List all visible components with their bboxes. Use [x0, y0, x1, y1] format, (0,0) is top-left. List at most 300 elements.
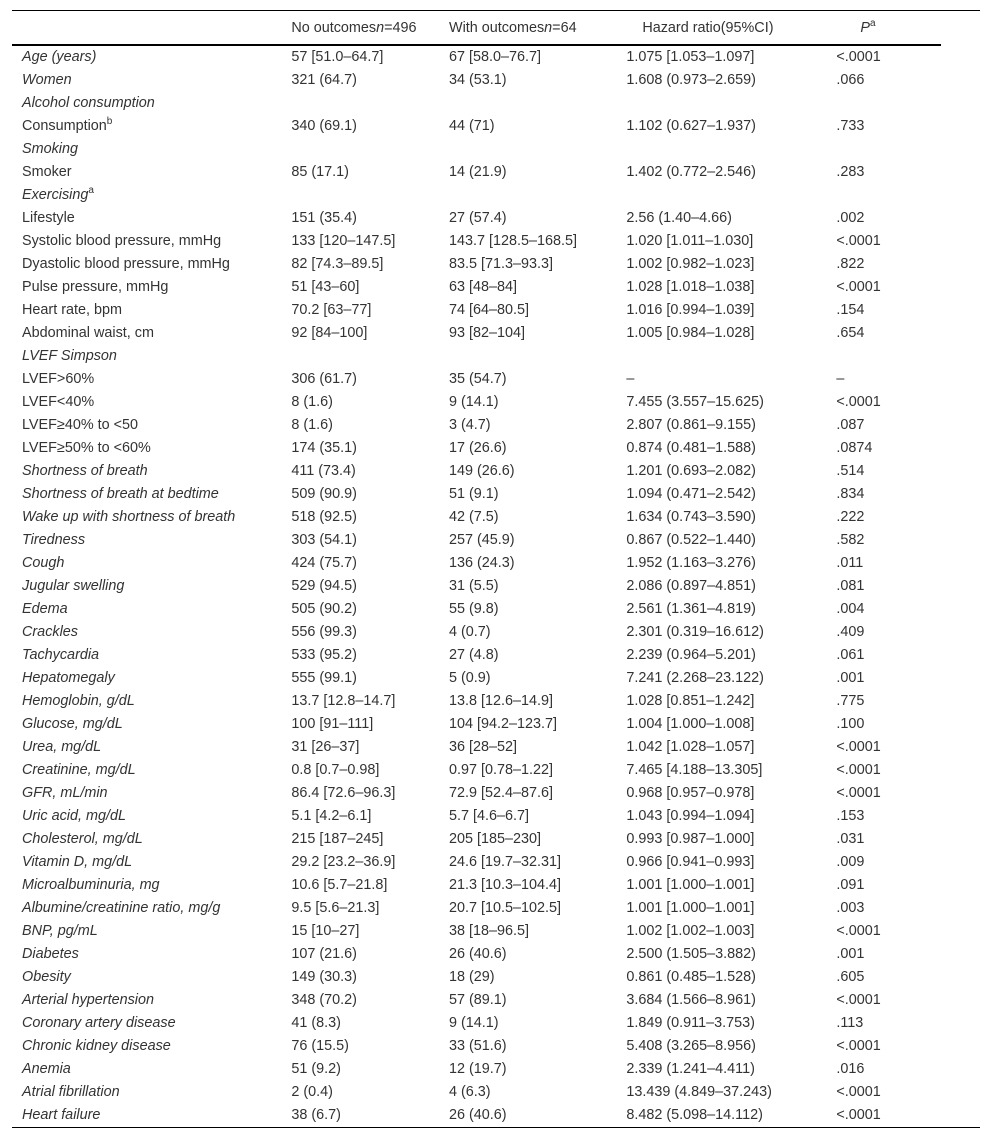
- row-label: Microalbuminuria, mg: [22, 877, 160, 893]
- hazard-ratio-value: 1.402 (0.772–2.546): [626, 164, 756, 180]
- table-row: [12, 115, 980, 138]
- hazard-ratio-value: 0.874 (0.481–1.588): [626, 440, 756, 456]
- with-outcomes-value: [449, 138, 626, 161]
- row-label: Shortness of breath: [22, 463, 148, 479]
- table-row: [12, 966, 980, 989]
- row-spacer: [941, 759, 980, 782]
- row-spacer: [941, 322, 980, 345]
- hazard-ratio-value: 1.002 [0.982–1.023]: [626, 256, 755, 272]
- row-label: Cholesterol, mg/dL: [22, 831, 143, 847]
- table-row: [12, 805, 980, 828]
- row-spacer: [941, 989, 980, 1012]
- p-value: .061: [836, 647, 865, 663]
- with-outcomes-value: 136 (24.3): [448, 555, 515, 571]
- row-spacer: [941, 414, 980, 437]
- p-value: .066: [836, 72, 865, 88]
- no-outcomes-value: 215 [187–245]: [291, 831, 384, 847]
- p-value: <.0001: [836, 739, 881, 755]
- row-label-cell: [12, 207, 291, 230]
- with-outcomes-value: 3 (4.7): [448, 417, 491, 433]
- row-label: Women: [22, 72, 72, 88]
- no-outcomes-value: 76 (15.5): [291, 1038, 349, 1054]
- p-value: [836, 138, 941, 161]
- p-value: –: [836, 371, 845, 387]
- with-outcomes-value: 5 (0.9): [448, 670, 491, 686]
- table-row: [12, 414, 980, 437]
- row-label-cell: [12, 1035, 291, 1058]
- row-label: Atrial fibrillation: [22, 1084, 120, 1100]
- row-label: Edema: [22, 601, 68, 617]
- row-label-cell: [12, 897, 291, 920]
- header-variable: [12, 11, 291, 46]
- table-row: [12, 713, 980, 736]
- table-row: [12, 483, 980, 506]
- header-p-sup: a: [869, 17, 876, 29]
- table-row: [12, 644, 980, 667]
- row-spacer: [941, 253, 980, 276]
- row-label-cell: [12, 368, 291, 391]
- row-label-cell: [12, 184, 291, 207]
- p-value: .081: [836, 578, 865, 594]
- row-label: Arterial hypertension: [22, 992, 154, 1008]
- table-row: [12, 575, 980, 598]
- row-label: Consumption: [22, 118, 107, 134]
- row-label-cell: [12, 161, 291, 184]
- hazard-ratio-value: 0.968 [0.957–0.978]: [626, 785, 755, 801]
- table-row: [12, 1104, 980, 1128]
- row-label-cell: [12, 45, 291, 69]
- p-value: .605: [836, 969, 865, 985]
- row-label: Wake up with shortness of breath: [22, 509, 236, 525]
- row-spacer: [941, 184, 980, 207]
- row-spacer: [941, 391, 980, 414]
- p-value: .154: [836, 302, 865, 318]
- row-spacer: [941, 644, 980, 667]
- row-label-cell: [12, 276, 291, 299]
- row-label: Pulse pressure, mmHg: [22, 279, 169, 295]
- header-hazard-ratio: Hazard ratio(95%CI): [626, 11, 836, 46]
- table-row: [12, 1058, 980, 1081]
- row-spacer: [941, 690, 980, 713]
- row-label-cell: [12, 253, 291, 276]
- header-spacer: [941, 11, 980, 46]
- table-row: [12, 92, 980, 115]
- header-with-outcomes-n: n: [544, 19, 553, 36]
- p-value: <.0001: [836, 279, 881, 295]
- row-spacer: [941, 667, 980, 690]
- row-label: Creatinine, mg/dL: [22, 762, 136, 778]
- table-row: [12, 552, 980, 575]
- hazard-ratio-value: 1.634 (0.743–3.590): [626, 509, 756, 525]
- no-outcomes-value: 424 (75.7): [291, 555, 357, 571]
- no-outcomes-value: 505 (90.2): [291, 601, 357, 617]
- no-outcomes-value: 340 (69.1): [291, 118, 357, 134]
- p-value: .031: [836, 831, 865, 847]
- no-outcomes-value: 529 (94.5): [291, 578, 357, 594]
- row-label-cell: [12, 736, 291, 759]
- with-outcomes-value: 36 [28–52]: [448, 739, 518, 755]
- table-row: [12, 460, 980, 483]
- with-outcomes-value: 74 [64–80.5]: [448, 302, 530, 318]
- hazard-ratio-value: 2.807 (0.861–9.155): [626, 417, 756, 433]
- hazard-ratio-value: [626, 345, 836, 368]
- row-label: Diabetes: [22, 946, 79, 962]
- hazard-ratio-value: 1.043 [0.994–1.094]: [626, 808, 755, 824]
- no-outcomes-value: 86.4 [72.6–96.3]: [291, 785, 396, 801]
- table-row: [12, 529, 980, 552]
- no-outcomes-value: 31 [26–37]: [291, 739, 360, 755]
- row-label-cell: [12, 1058, 291, 1081]
- no-outcomes-value: 51 [43–60]: [291, 279, 360, 295]
- table-row: [12, 736, 980, 759]
- row-label: LVEF>60%: [22, 371, 95, 387]
- row-label-cell: [12, 1081, 291, 1104]
- p-value: .113: [836, 1015, 864, 1031]
- row-label: Hemoglobin, g/dL: [22, 693, 135, 709]
- hazard-ratio-value: 1.020 [1.011–1.030]: [626, 233, 754, 249]
- table-row: [12, 667, 980, 690]
- row-spacer: [941, 276, 980, 299]
- row-label-cell: [12, 414, 291, 437]
- hazard-ratio-value: 2.561 (1.361–4.819): [626, 601, 756, 617]
- no-outcomes-value: 9.5 [5.6–21.3]: [291, 900, 380, 916]
- row-spacer: [941, 851, 980, 874]
- row-spacer: [941, 897, 980, 920]
- row-label-cell: [12, 851, 291, 874]
- p-value: <.0001: [836, 762, 881, 778]
- with-outcomes-value: 27 (57.4): [448, 210, 507, 226]
- row-label-cell: [12, 115, 291, 138]
- row-spacer: [941, 529, 980, 552]
- row-spacer: [941, 920, 980, 943]
- row-spacer: [941, 299, 980, 322]
- table-row: [12, 69, 980, 92]
- table-row: [12, 437, 980, 460]
- with-outcomes-value: 57 (89.1): [448, 992, 507, 1008]
- p-value: .087: [836, 417, 865, 433]
- p-value: .001: [836, 946, 865, 962]
- row-label: Cough: [22, 555, 65, 571]
- row-label-cell: [12, 920, 291, 943]
- row-label: GFR, mL/min: [22, 785, 108, 801]
- with-outcomes-value: 14 (21.9): [448, 164, 507, 180]
- header-no-outcomes-text: No outcomes: [291, 19, 377, 36]
- p-value: .822: [836, 256, 865, 272]
- header-p-value: [836, 11, 941, 46]
- with-outcomes-value: 31 (5.5): [448, 578, 499, 594]
- with-outcomes-value: 26 (40.6): [449, 1104, 626, 1128]
- table-row: [12, 943, 980, 966]
- hazard-ratio-value: 1.028 [0.851–1.242]: [626, 693, 755, 709]
- row-label: Dyastolic blood pressure, mmHg: [22, 256, 230, 272]
- row-label-cell: [12, 345, 291, 368]
- hazard-ratio-value: 2.500 (1.505–3.882): [626, 946, 756, 962]
- header-with-outcomes: [449, 11, 626, 46]
- row-label: Alcohol consumption: [22, 95, 155, 111]
- p-value: [836, 184, 941, 207]
- no-outcomes-value: 10.6 [5.7–21.8]: [291, 877, 388, 893]
- no-outcomes-value: 2 (0.4): [291, 1084, 333, 1100]
- p-value: .002: [836, 210, 865, 226]
- row-label: Age (years): [22, 49, 97, 65]
- with-outcomes-value: 35 (54.7): [448, 371, 507, 387]
- table-row: [12, 598, 980, 621]
- with-outcomes-value: 26 (40.6): [448, 946, 507, 962]
- row-label: LVEF Simpson: [22, 348, 117, 364]
- row-label-cell: [12, 92, 291, 115]
- row-spacer: [941, 45, 980, 69]
- table-row: [12, 1035, 980, 1058]
- table-row: [12, 851, 980, 874]
- row-label: Tachycardia: [22, 647, 100, 663]
- with-outcomes-value: 55 (9.8): [448, 601, 499, 617]
- row-spacer: [941, 437, 980, 460]
- row-label-cell: [12, 299, 291, 322]
- row-spacer: [941, 460, 980, 483]
- with-outcomes-value: 34 (53.1): [448, 72, 507, 88]
- row-label: Smoking: [22, 141, 78, 157]
- row-spacer: [941, 69, 980, 92]
- row-label: Jugular swelling: [22, 578, 125, 594]
- row-label: Lifestyle: [22, 210, 75, 226]
- p-value: .100: [836, 716, 865, 732]
- no-outcomes-value: 133 [120–147.5]: [291, 233, 396, 249]
- row-spacer: [941, 345, 980, 368]
- row-label: Anemia: [22, 1061, 71, 1077]
- with-outcomes-value: 143.7 [128.5–168.5]: [448, 233, 578, 249]
- no-outcomes-value: 92 [84–100]: [291, 325, 368, 341]
- hazard-ratio-value: [626, 92, 836, 115]
- row-label: Tiredness: [22, 532, 86, 548]
- row-spacer: [941, 943, 980, 966]
- table-row: [12, 322, 980, 345]
- row-label-cell: [12, 483, 291, 506]
- row-label: LVEF≥50% to <60%: [22, 440, 151, 456]
- hazard-ratio-value: 1.849 (0.911–3.753): [626, 1015, 755, 1031]
- with-outcomes-value: 0.97 [0.78–1.22]: [448, 762, 554, 778]
- with-outcomes-value: 67 [58.0–76.7]: [448, 49, 542, 65]
- p-value: .016: [836, 1061, 865, 1077]
- row-spacer: [941, 230, 980, 253]
- p-value: .582: [836, 532, 865, 548]
- table-row: [12, 184, 980, 207]
- table-row: [12, 690, 980, 713]
- no-outcomes-value: 303 (54.1): [291, 532, 357, 548]
- hazard-ratio-value: 1.004 [1.000–1.008]: [626, 716, 755, 732]
- p-value: <.0001: [836, 992, 881, 1008]
- table-row: [12, 621, 980, 644]
- hazard-ratio-value: 7.455 (3.557–15.625): [626, 394, 764, 410]
- no-outcomes-value: [291, 92, 449, 115]
- row-label: Abdominal waist, cm: [22, 325, 154, 341]
- no-outcomes-value: [291, 138, 449, 161]
- row-spacer: [941, 552, 980, 575]
- no-outcomes-value: 57 [51.0–64.7]: [291, 49, 384, 65]
- no-outcomes-value: [291, 184, 449, 207]
- p-value: <.0001: [836, 785, 881, 801]
- row-label: Glucose, mg/dL: [22, 716, 123, 732]
- table-row: [12, 897, 980, 920]
- row-spacer: [941, 828, 980, 851]
- p-value: <.0001: [836, 923, 881, 939]
- row-spacer: [941, 805, 980, 828]
- with-outcomes-value: 38 [18–96.5]: [448, 923, 530, 939]
- row-spacer: [941, 598, 980, 621]
- row-label: Obesity: [22, 969, 71, 985]
- row-label: Hepatomegaly: [22, 670, 115, 686]
- table-row: [12, 1012, 980, 1035]
- row-label: Smoker: [22, 164, 72, 180]
- table-row: [12, 989, 980, 1012]
- with-outcomes-value: 13.8 [12.6–14.9]: [448, 693, 554, 709]
- p-value: .003: [836, 900, 865, 916]
- hazard-ratio-value: [626, 138, 836, 161]
- row-label: Uric acid, mg/dL: [22, 808, 126, 824]
- no-outcomes-value: 411 (73.4): [291, 463, 356, 479]
- row-label-cell: [12, 1104, 291, 1128]
- row-label-cell: [12, 713, 291, 736]
- p-value: .733: [836, 118, 865, 134]
- row-label-cell: [12, 230, 291, 253]
- row-label-cell: [12, 943, 291, 966]
- row-spacer: [941, 115, 980, 138]
- hazard-ratio-value: 1.102 (0.627–1.937): [626, 118, 756, 134]
- row-label: Coronary artery disease: [22, 1015, 176, 1031]
- with-outcomes-value: 93 [82–104]: [448, 325, 526, 341]
- with-outcomes-value: 83.5 [71.3–93.3]: [448, 256, 554, 272]
- p-value: .834: [836, 486, 865, 502]
- p-value: [836, 92, 941, 115]
- table-row: [12, 874, 980, 897]
- hazard-ratio-value: 8.482 (5.098–14.112): [626, 1104, 836, 1128]
- p-value: <.0001: [836, 1084, 881, 1100]
- row-spacer: [941, 782, 980, 805]
- row-spacer: [941, 1058, 980, 1081]
- p-value: [836, 345, 941, 368]
- row-label-cell: [12, 805, 291, 828]
- row-label: Albumine/creatinine ratio, mg/g: [22, 900, 221, 916]
- row-spacer: [941, 138, 980, 161]
- p-value: <.0001: [836, 49, 881, 65]
- hazard-ratio-value: 7.241 (2.268–23.122): [626, 670, 764, 686]
- with-outcomes-value: 20.7 [10.5–102.5]: [448, 900, 562, 916]
- hazard-ratio-value: 3.684 (1.566–8.961): [626, 992, 756, 1008]
- row-label-cell: [12, 391, 291, 414]
- row-label: Urea, mg/dL: [22, 739, 102, 755]
- no-outcomes-value: 100 [91–111]: [291, 716, 374, 732]
- with-outcomes-value: 5.7 [4.6–6.7]: [448, 808, 529, 824]
- p-value: .654: [836, 325, 865, 341]
- no-outcomes-value: 5.1 [4.2–6.1]: [291, 808, 372, 824]
- p-value: .409: [836, 624, 865, 640]
- p-value: .283: [836, 164, 865, 180]
- hazard-ratio-value: 2.239 (0.964–5.201): [626, 647, 756, 663]
- no-outcomes-value: 41 (8.3): [291, 1015, 341, 1031]
- header-no-outcomes-n: n: [376, 19, 385, 36]
- p-value: <.0001: [836, 394, 881, 410]
- no-outcomes-value: 13.7 [12.8–14.7]: [291, 693, 396, 709]
- row-spacer: [941, 966, 980, 989]
- row-label-cell: [12, 69, 291, 92]
- row-label-cell: [12, 529, 291, 552]
- row-label-cell: [12, 690, 291, 713]
- table-row: [12, 230, 980, 253]
- row-label: Heart rate, bpm: [22, 302, 122, 318]
- with-outcomes-value: 51 (9.1): [448, 486, 499, 502]
- row-spacer: [941, 92, 980, 115]
- row-spacer: [941, 1035, 980, 1058]
- row-label-cell: [12, 621, 291, 644]
- no-outcomes-value: 82 [74.3–89.5]: [291, 256, 384, 272]
- row-spacer: [941, 161, 980, 184]
- hazard-ratio-value: 1.094 (0.471–2.542): [626, 486, 756, 502]
- row-label-cell: [12, 989, 291, 1012]
- header-p-text: P: [860, 19, 870, 36]
- row-label: LVEF≥40% to <50: [22, 417, 139, 433]
- with-outcomes-value: 63 [48–84]: [448, 279, 518, 295]
- row-label: Vitamin D, mg/dL: [22, 854, 133, 870]
- no-outcomes-value: 107 (21.6): [291, 946, 357, 962]
- row-label-cell: [12, 759, 291, 782]
- p-value: .153: [836, 808, 865, 824]
- with-outcomes-value: 9 (14.1): [448, 1015, 499, 1031]
- with-outcomes-value: 27 (4.8): [448, 647, 499, 663]
- row-label-cell: [12, 1012, 291, 1035]
- row-spacer: [941, 506, 980, 529]
- row-spacer: [941, 207, 980, 230]
- row-spacer: [941, 713, 980, 736]
- row-label-cell: [12, 138, 291, 161]
- no-outcomes-value: [291, 345, 449, 368]
- table-row: [12, 920, 980, 943]
- no-outcomes-value: 348 (70.2): [291, 992, 357, 1008]
- p-value: .514: [836, 463, 865, 479]
- hazard-ratio-value: 1.042 [1.028–1.057]: [626, 739, 755, 755]
- table-header-row: [12, 11, 980, 46]
- p-value: .004: [836, 601, 865, 617]
- with-outcomes-value: 12 (19.7): [448, 1061, 507, 1077]
- row-spacer: [941, 575, 980, 598]
- hazard-ratio-value: 1.002 [1.002–1.003]: [626, 923, 755, 939]
- hazard-ratio-value: 2.56 (1.40–4.66): [626, 210, 732, 226]
- with-outcomes-value: 18 (29): [448, 969, 495, 985]
- table-row: [12, 161, 980, 184]
- table-row: [12, 828, 980, 851]
- hazard-ratio-value: 1.608 (0.973–2.659): [626, 72, 756, 88]
- row-label: Crackles: [22, 624, 78, 640]
- hazard-ratio-value: 2.086 (0.897–4.851): [626, 578, 756, 594]
- table-container: [12, 10, 980, 1128]
- hazard-ratio-value: –: [626, 371, 635, 387]
- no-outcomes-value: 518 (92.5): [291, 509, 357, 525]
- with-outcomes-value: 149 (26.6): [448, 463, 515, 479]
- row-label-cell: [12, 966, 291, 989]
- no-outcomes-value: 85 (17.1): [291, 164, 349, 180]
- header-no-outcomes-count: =496: [384, 19, 417, 36]
- no-outcomes-value: 174 (35.1): [291, 440, 357, 456]
- hazard-ratio-value: 7.465 [4.188–13.305]: [626, 762, 763, 778]
- hazard-ratio-value: 13.439 (4.849–37.243): [626, 1084, 772, 1100]
- table-row: [12, 253, 980, 276]
- table-row: [12, 391, 980, 414]
- no-outcomes-value: 0.8 [0.7–0.98]: [291, 762, 380, 778]
- row-label-footnote: b: [106, 116, 113, 128]
- table-row: [12, 299, 980, 322]
- hazard-ratio-value: 1.005 [0.984–1.028]: [626, 325, 755, 341]
- no-outcomes-value: 70.2 [63–77]: [291, 302, 372, 318]
- hazard-ratio-value: 0.867 (0.522–1.440): [626, 532, 756, 548]
- no-outcomes-value: 151 (35.4): [291, 210, 357, 226]
